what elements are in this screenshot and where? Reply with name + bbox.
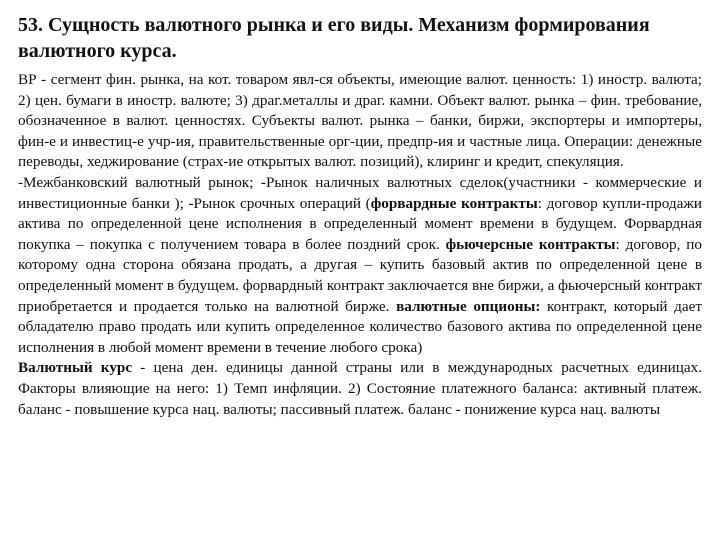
term-futures-contracts: фьючерсные контракты	[445, 235, 616, 253]
paragraph-market-types	[18, 173, 702, 358]
market-types-text-c: : договор, по которому одна сторона обязана продать, а другая – купить базовый актив по определенной цене в определенный момент в будущем. форвардный контракт заключается вне биржи, а фьючерсный контракт приобретается и продается только на валютной бирже.	[18, 235, 702, 315]
document-body	[18, 70, 702, 420]
exchange-rate-text: - цена ден. единицы данной страны или в международных расчетных единицах. Факторы влияющие на него: 1) Темп инфляции. 2) Состояние платежного баланса: активный платеж. баланс - повышение курса нац. валюты; пассивный платеж. баланс - понижение курса нац. валюты	[18, 359, 702, 418]
market-types-text-a: -Межбанковский валютный рынок; -Рынок наличных валютных сделок(участники - коммерческие и инвестиционные банки ); -Рынок срочных операций (	[18, 173, 702, 212]
market-types-text-b: : договор купли-продажи актива по определенной цене исполнения в определенный момент времени в будущем. Форвардная покупка – покупка с получением товара в более поздний срок.	[18, 194, 702, 253]
market-types-text-d: контракт, который дает обладателю право продать или купить определенное количество базового актива по определенной цене исполнения в любой момент времени в течение любого срока)	[18, 297, 702, 356]
page-title: 53. Сущность валютного рынка и его виды. Механизм формирования валютного курса.	[18, 14, 650, 62]
paragraph-exchange-rate	[18, 358, 702, 420]
paragraph-definition: ВР - сегмент фин. рынка, на кот. товаром явл-ся объекты, имеющие валют. ценность: 1) иностр. валюта; 2) цен. бумаги в иностр. валюте; 3) драг.металлы и драг. камни. Объект валют. рынка – фин. требование, обозначенное в валют. ценностях. Субъекты валют. рынка – банки, биржи, экспортеры и импортеры, фин-е и инвестиц-е учр-ия, правительственные орг-ции, предпр-ия и частные лица. Операции: денежные переводы, хеджирование (страх-ие открытых валют. позиций), клиринг и кредит, спекуляция.	[18, 71, 702, 171]
term-forward-contracts: форвардные контракты	[370, 194, 538, 212]
term-currency-options: валютные опционы:	[396, 297, 541, 315]
term-exchange-rate: Валютный курс	[18, 359, 133, 377]
